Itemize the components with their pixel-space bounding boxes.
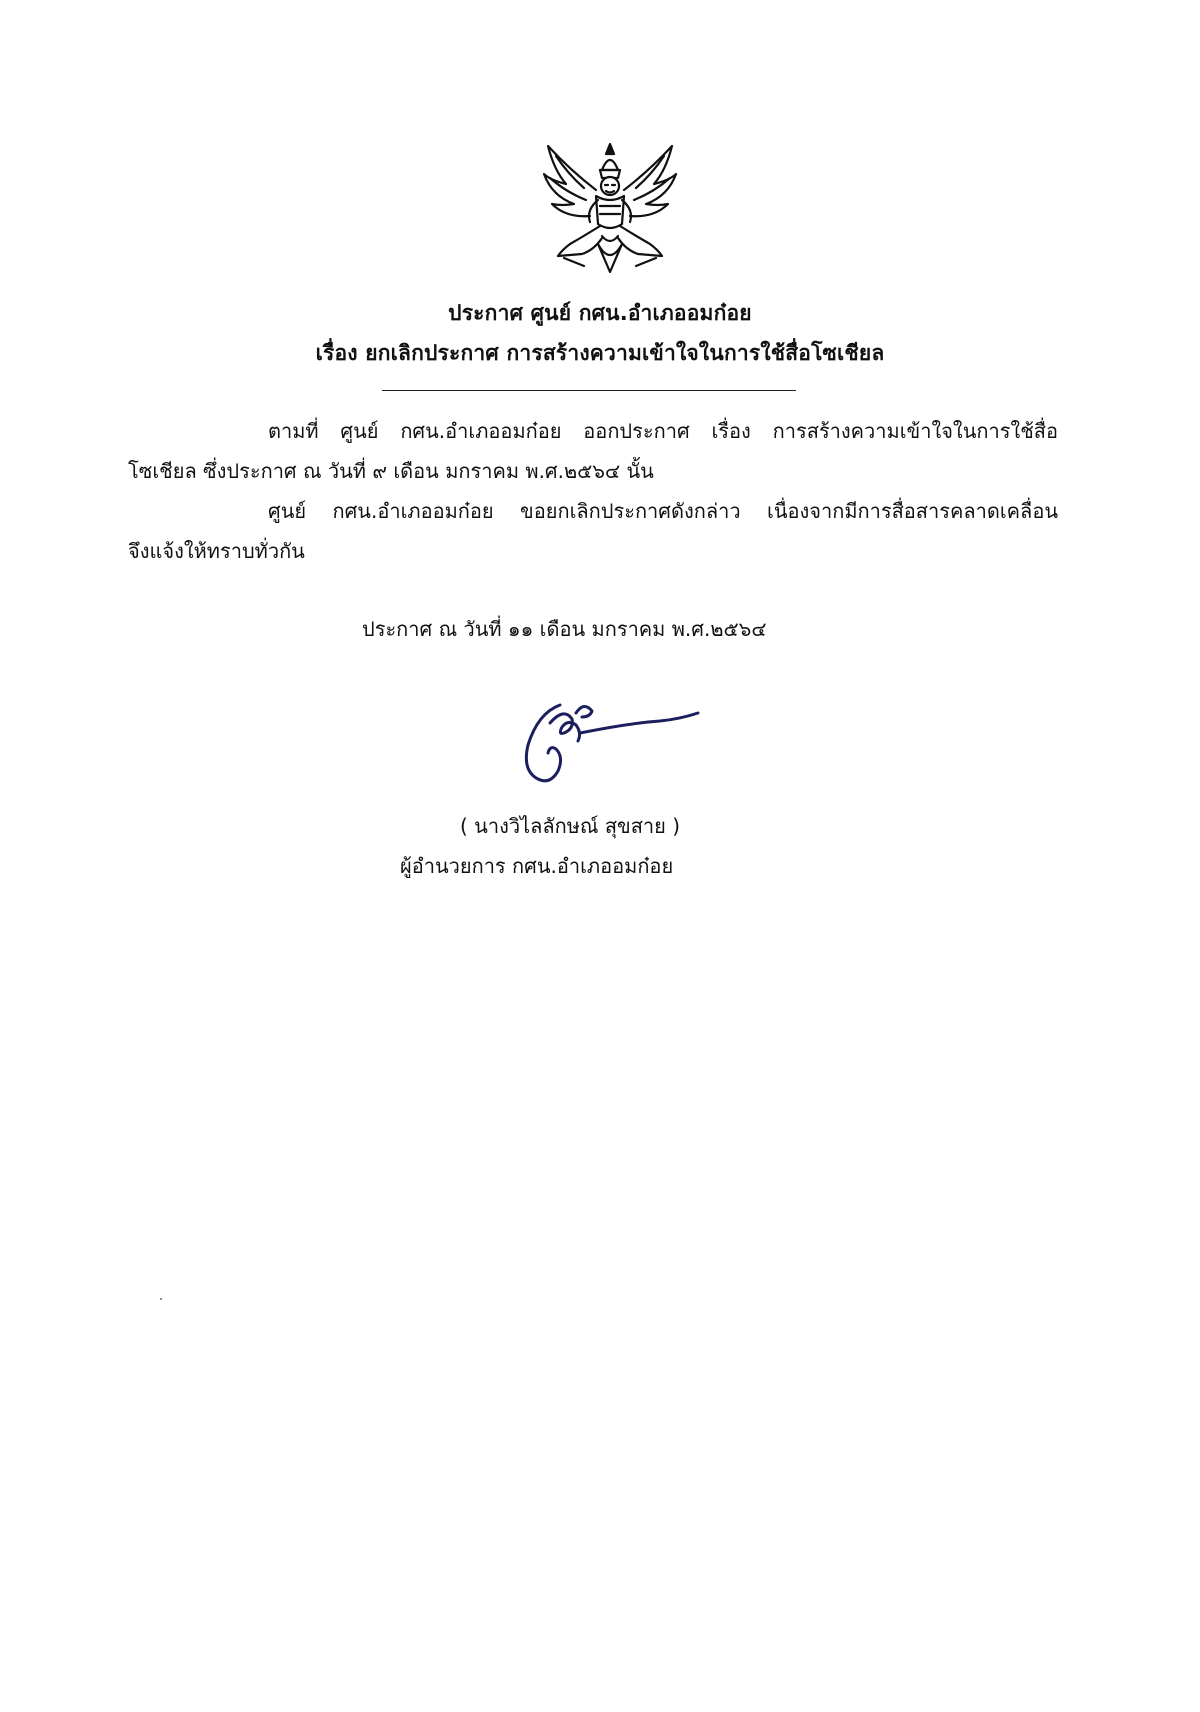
announcement-heading: ประกาศ ศูนย์ กศน.อำเภออมก๋อย	[448, 301, 752, 325]
scan-speck	[160, 1298, 162, 1300]
announcement-dateline: ประกาศ ณ วันที่ ๑๑ เดือน มกราคม พ.ศ.๒๕๖๔	[362, 617, 767, 641]
paragraph1-line1: ตามที่ ศูนย์ กศน.อำเภออมก๋อย ออกประกาศ เรื่อง การสร้างความเข้าใจในการใช้สื่อ	[268, 419, 1058, 443]
paragraph2-line2: จึงแจ้งให้ทราบทั่วกัน	[128, 539, 305, 563]
garuda-emblem-icon	[540, 140, 680, 275]
signer-name: ( นางวิไลลักษณ์ สุขสาย )	[460, 814, 681, 838]
paragraph1-line2: โซเชียล ซึ่งประกาศ ณ วันที่ ๙ เดือน มกราคม พ.ศ.๒๕๖๔ นั้น	[128, 459, 654, 483]
heading-divider	[382, 390, 796, 391]
announcement-subject: เรื่อง ยกเลิกประกาศ การสร้างความเข้าใจในการใช้สื่อโซเชียล	[315, 341, 885, 365]
signer-title: ผู้อำนวยการ กศน.อำเภออมก๋อย	[400, 854, 674, 878]
handwritten-signature-icon	[520, 683, 720, 793]
paragraph2-line1: ศูนย์ กศน.อำเภออมก๋อย ขอยกเลิกประกาศดังกล่าว เนื่องจากมีการสื่อสารคลาดเคลื่อน	[268, 499, 1058, 523]
